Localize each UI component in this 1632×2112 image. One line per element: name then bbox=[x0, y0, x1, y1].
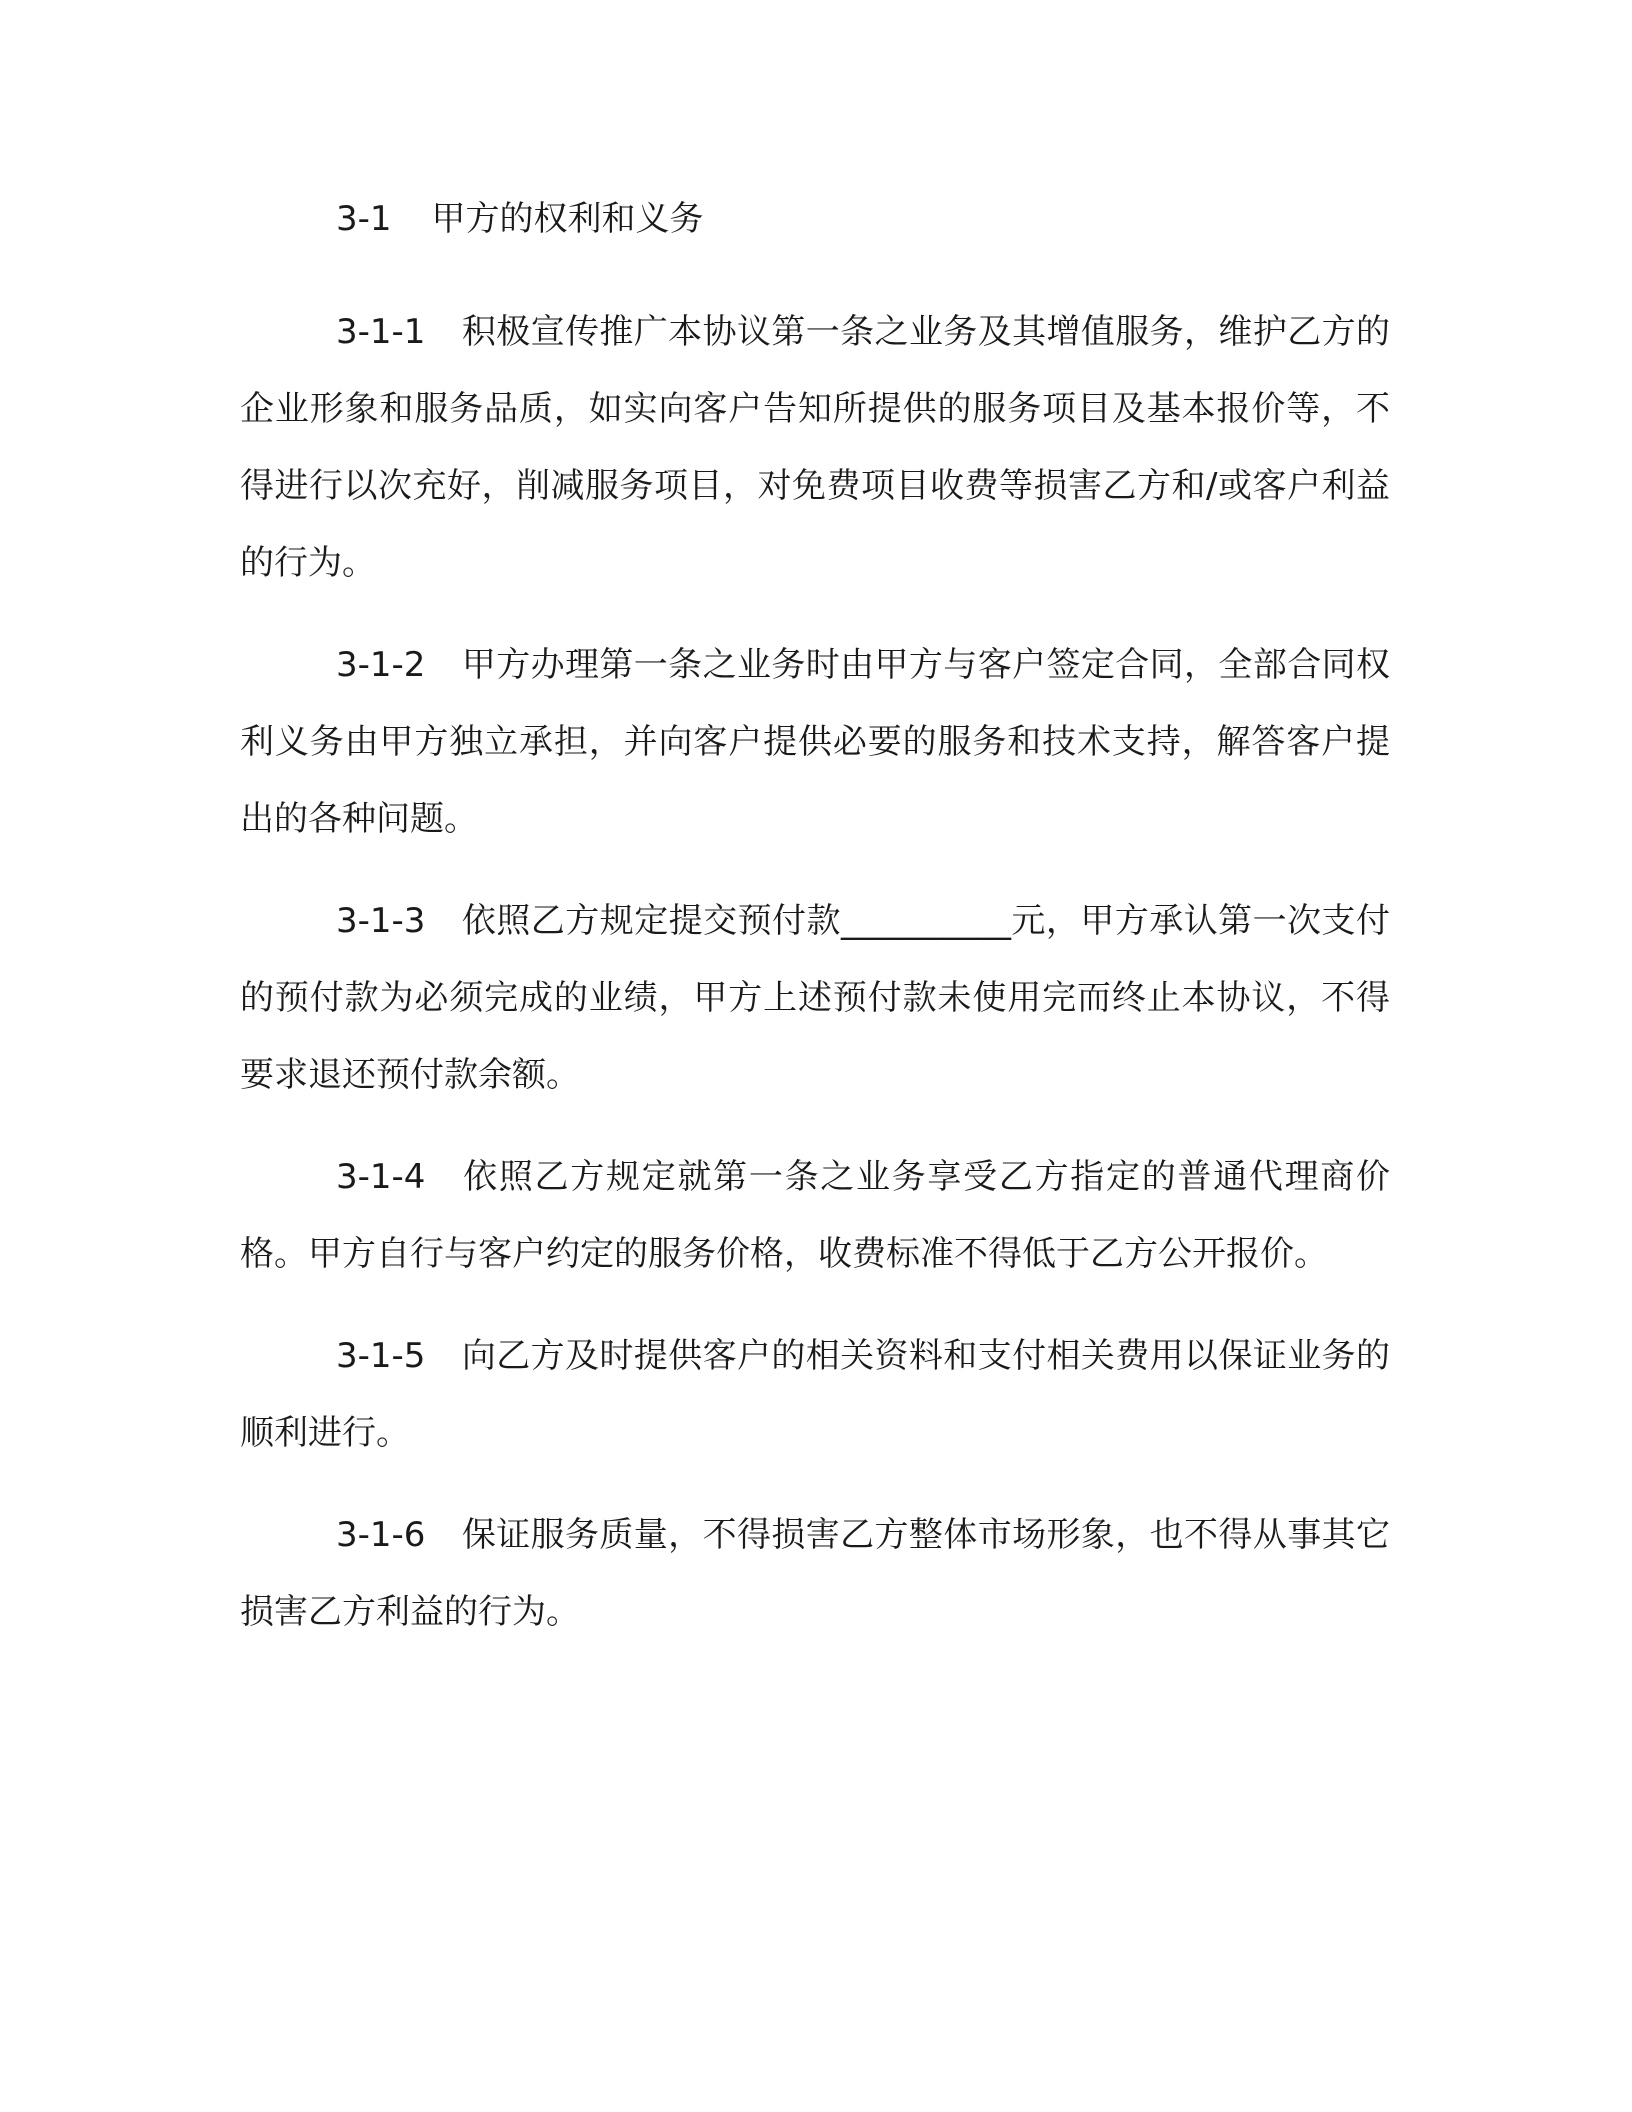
clause-text: 依照乙方规定就第一条之业务享受乙方指定的普通代理商价格。甲方自行与客户约定的服务价格，收费标准不得低于乙方公开报价。 bbox=[240, 1157, 1390, 1274]
clause-3-1-1 bbox=[240, 294, 1390, 602]
clause-3-1-5 bbox=[240, 1318, 1390, 1472]
clause-number: 3-1-2 bbox=[336, 645, 426, 685]
clause-number: 3-1-5 bbox=[336, 1336, 426, 1376]
document-page bbox=[240, 190, 1390, 1676]
clause-text: 保证服务质量，不得损害乙方整体市场形象，也不得从事其它损害乙方利益的行为。 bbox=[240, 1515, 1390, 1632]
section-number: 3-1 bbox=[336, 199, 392, 239]
clause-number: 3-1-1 bbox=[336, 312, 426, 352]
section-title: 甲方的权利和义务 bbox=[431, 199, 704, 239]
clause-3-1-2 bbox=[240, 627, 1390, 858]
clause-3-1-6 bbox=[240, 1497, 1390, 1651]
clause-text: 向乙方及时提供客户的相关资料和支付相关费用以保证业务的顺利进行。 bbox=[240, 1336, 1390, 1453]
clause-3-1-3 bbox=[240, 883, 1390, 1114]
clause-text: 甲方办理第一条之业务时由甲方与客户签定合同，全部合同权利义务由甲方独立承担，并向客户提供必要的服务和技术支持，解答客户提出的各种问题。 bbox=[240, 645, 1390, 839]
clause-number: 3-1-4 bbox=[336, 1157, 426, 1197]
clause-number: 3-1-3 bbox=[336, 901, 426, 941]
clause-3-1-4 bbox=[240, 1139, 1390, 1293]
clause-number: 3-1-6 bbox=[336, 1515, 426, 1555]
section-heading bbox=[240, 190, 1390, 248]
clause-text: 依照乙方规定提交预付款__________元，甲方承认第一次支付的预付款为必须完成的业绩，甲方上述预付款未使用完而终止本协议，不得要求退还预付款余额。 bbox=[240, 901, 1390, 1095]
clause-text: 积极宣传推广本协议第一条之业务及其增值服务，维护乙方的企业形象和服务品质，如实向客户告知所提供的服务项目及基本报价等，不得进行以次充好，削减服务项目，对免费项目收费等损害乙方和/或客户利益的行为。 bbox=[240, 312, 1390, 583]
